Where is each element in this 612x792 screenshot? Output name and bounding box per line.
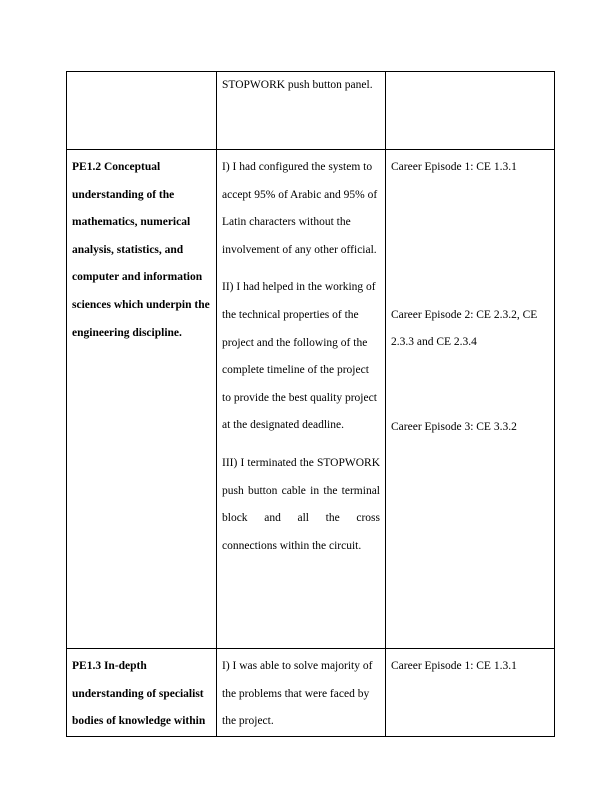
table-row [67,649,555,737]
table-cell-competency [67,150,217,649]
table-cell-competency [67,72,217,150]
summary-text: STOPWORK push button panel. [222,79,373,91]
summary-paragraph: I) I had configured the system to accept 95% of Arabic and 95% of Latin characters without the involvement of any other official. [222,161,378,256]
table-row [67,150,555,649]
summary-paragraph: III) I terminated the STOPWORK push button cable in the terminal block and all the cross connections within the circuit. [222,456,380,552]
career-episode-reference: Career Episode 1: CE 1.3.1 [391,161,517,173]
competency-heading: PE1.2 Conceptual understanding of the mathematics, numerical analysis, statistics, and computer and information sciences which underpin the engineering discipline. [72,161,210,339]
competency-table [66,71,555,737]
table-row [67,72,555,150]
table-cell-competency [67,649,217,737]
career-episode-reference: Career Episode 3: CE 3.3.2 [391,420,517,433]
competency-heading: PE1.3 In-depth understanding of specialist bodies of knowledge within [72,660,206,728]
table-cell-summary [217,72,386,150]
table-cell-summary [217,649,386,737]
table-cell-reference [386,649,555,737]
summary-paragraph: I) I was able to solve majority of the problems that were faced by the project. [222,660,373,728]
summary-paragraph: II) I had helped in the working of the technical properties of the project and the following of the complete timeline of the project to provide the best quality project at the designated deadline. [222,281,377,432]
career-episode-reference: Career Episode 2: CE 2.3.2, CE 2.3.3 and CE 2.3.4 [391,308,538,349]
table-cell-reference [386,72,555,150]
career-episode-reference: Career Episode 1: CE 1.3.1 [391,660,517,672]
table-cell-summary [217,150,386,649]
table-cell-reference [386,150,555,649]
